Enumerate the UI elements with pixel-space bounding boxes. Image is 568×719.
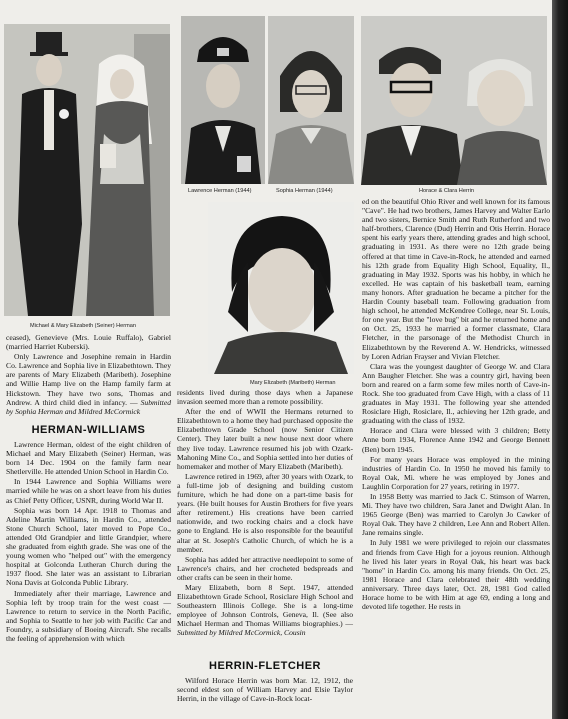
- paragraph: In 1944 Lawrence and Sophia Williams were married while he was on a short leave from his duties as Chief Petty Officer, USNR, during World War II.: [6, 477, 171, 505]
- photo-sophia: [268, 16, 354, 184]
- heading-herrin-fletcher: HERRIN-FLETCHER: [209, 660, 321, 672]
- caption-michael-mary: Michael & Mary Elizabeth (Seiner) Herman: [30, 323, 137, 329]
- photo-horace-clara: [361, 16, 547, 185]
- caption-lawrence: Lawrence Herman (1944): [188, 188, 252, 194]
- book-spine-shadow: [552, 0, 568, 719]
- paragraph: residents lived during those days when a Japanese invasion seemed more than a remote possibility.: [177, 388, 353, 407]
- paragraph: Lawrence retired in 1969, after 30 years with Ozark, to a full-time job of designing and building custom furniture, which he had done on a part-time basis for years. (He built houses for Austin Brothers for five years after retirement.) His creations have been carried nationwide, and two rocking chairs and a clock have gone to England. He is also responsible for the beautiful altar at St. Joseph's Catholic Church, of which he is a member.: [177, 471, 353, 554]
- paragraph: In July 1981 we were privileged to rejoin our classmates and friends from Cave High for a joyous reunion. Although he lived his later years in Royal Oak, his heart was back "home" in Hardin Co. among his many friends. On Oct. 25, 1981 Horace and Clara celebrated their 48th wedding anniversary. Three days later, Oct. 28, 1981 God called Horace home to be with Him at age 69, ending a long and devoted life together. He rests in: [362, 538, 550, 612]
- paragraph: Lawrence Herman, oldest of the eight children of Michael and Mary Elizabeth (Seiner) Herman, was born 14 Dec. 1904 on the family farm near Shetlerville. He attended Union School in Hardin Co.: [6, 440, 171, 477]
- paragraph: Only Lawrence and Josephine remain in Hardin Co. Lawrence and Sophia live in Elizabethtown. They are parents of Mary Elizabeth (Maribeth). Josephine and Willie Hamp live on the Hamp family farm at Hickstown. They have two sons, Thomas and Andrew. A third child died in infancy. — Submitted by Sophia Herman and Mildred McCormick: [6, 352, 171, 416]
- wedding-couple-photo: [4, 24, 170, 316]
- paragraph: Wilford Horace Herrin was born Mar. 12, 1912, the second eldest son of William Harvey and Elsie Taylor Herrin, in the village of Cave-in-Rock locat-: [177, 676, 353, 704]
- paragraph: Sophia has added her attractive needlepoint to some of Lawrence's chairs, and her crocheted bedspreads and other crafts can be seen in their home.: [177, 554, 353, 582]
- photo-mary-elizabeth: [208, 202, 354, 374]
- column-3-body: [362, 197, 550, 612]
- paragraph: For many years Horace was employed in the mining industries of Hardin Co. In 1950 he moved his family to Royal Oak, Mi. where he was employed by Jones and Laughlin Corporation for 27 years, retiring in 1977.: [362, 454, 550, 491]
- paragraph: Immediately after their marriage, Lawrence and Sophia left by troop train for the west coast — Lawrence to return to service in the North Pacific, and Sophia to Seattle to her job with Pacific Car and Foundry, a subsidiary of Boeing Aircraft. She recalls the feeling of apprehension with which: [6, 588, 171, 643]
- girl-portrait: [208, 202, 354, 374]
- photo-michael-mary: [4, 24, 170, 316]
- paragraph: Mary Elizabeth, born 8 Sept. 1947, attended Elizabethtown Grade School, Rosiclare High School and Southeastern Illinois College. She is a long-time employee of Johnson Controls, Geneva, Il. (See also Michael Herman and Thomas Williams biographies.) — Submitted by Mildred McCormick, Cousin: [177, 582, 353, 638]
- submitted-by: Submitted by Sophia Herman and Mildred McCormick: [6, 397, 171, 416]
- photo-lawrence: [181, 16, 265, 184]
- woman-portrait: [268, 16, 354, 184]
- paragraph: After the end of WWII the Hermans returned to Elizabethtown to a home they had purchased opposite the Elizabethtown Grade School (now Senior Citizen Center). They later built a new house next door where they live today. Lawrence resumed his job with Ozark-Mahoning Mine Co., and Sophia settled into her duties of homemaker and mother of Mary Elizabeth (Maribeth).: [177, 407, 353, 471]
- paragraph: In 1958 Betty was married to Jack C. Stimson of Warren, Mi. They have two children, Sara Janet and Dwight Alan. In 1965 George (Ben) was married to Carolyn Jo Cawker of Royal Oak. They have 2 children, Lee Ann and Robert Allen. Jane remains single.: [362, 492, 550, 538]
- caption-mary-elizabeth: Mary Elizabeth (Maribeth) Herman: [250, 380, 336, 386]
- couple-portrait: [361, 16, 547, 185]
- paragraph: ceased), Genevieve (Mrs. Louie Ruffalo), Gabriel (married Harriet Kuberski).: [6, 333, 171, 352]
- paragraph: Sophia was born 14 Apr. 1918 to Thomas and Adeline Martin Williams, in Hardin Co., attended Stone Church School, later moved to Pope Co., attended Old Grandpier and little Grandpier, where she graduated from eighth grade. She was one of the young women who "helped out" with the emergency hospital at Golconda Lutheran Church during the 1937 flood. She later was an assistant to Librarian Nona Davis at Golconda Public Library.: [6, 505, 171, 588]
- column-2-body: [177, 388, 353, 639]
- submitted-by: Submitted by Mildred McCormick, Cousin: [177, 628, 306, 638]
- paragraph: ed on the beautiful Ohio River and well known for its famous "Cave". He had two brothers, James Harvey and Walter Earlo and two sisters, Bernice Smith and Ruth Rutherford and two half-brothers, Clarence (Dud) Herrin and Otis Herrin. Horace spent his early years there, attending grades and high school, graduating in 1931. As there were no 12th grade being offered at that time in Cave-in-Rock, he attended and earned his 12th grade from Equality High School, Equality, Il., graduating in May 1932. Sports was his hobby, in which he excelled. He was captain of his basketball team, earning many honors. After graduation he became a pitcher for the Hardin County baseball team. Following graduation from high school, he attended McKendree College, near St. Louis, for one year. But the "love bug" bit and he returned home and on Oct. 25, 1933 he married a former classmate, Clara Fletcher, in the parsonage of the Methodist Church in Elizabethtown by the Reverend A. W. Hendricks, witnessed by Loren Adrian Frayser and Vivian Fletcher.: [362, 197, 550, 361]
- paragraph: Horace and Clara were blessed with 3 children; Betty Anne born 1934, Florence Anne 1942 and George Bennett (Ben) born 1945.: [362, 426, 550, 454]
- caption-horace-clara: Horace & Clara Herrin: [419, 188, 475, 194]
- paragraph: Clara was the youngest daughter of George W. and Clara Ann Baugher Fletcher. She was a country girl, having been born and reared on a farm some few miles north of Cave-in-Rock. She too graduated from Cave High, with a class of 11 graduates in May 1931. The following year she attended Rosiclare High, Rosiclare, Il., achieving her 12th grade, and graduating with the class of 1932.: [362, 361, 550, 426]
- heading-herman-williams: HERMAN-WILLIAMS: [31, 424, 146, 436]
- column-1-top-text: [6, 333, 171, 417]
- caption-sophia: Sophia Herman (1944): [276, 188, 333, 194]
- sailor-portrait: [181, 16, 265, 184]
- column-1-body: [6, 440, 171, 644]
- column-2-herrin-text: [177, 676, 353, 704]
